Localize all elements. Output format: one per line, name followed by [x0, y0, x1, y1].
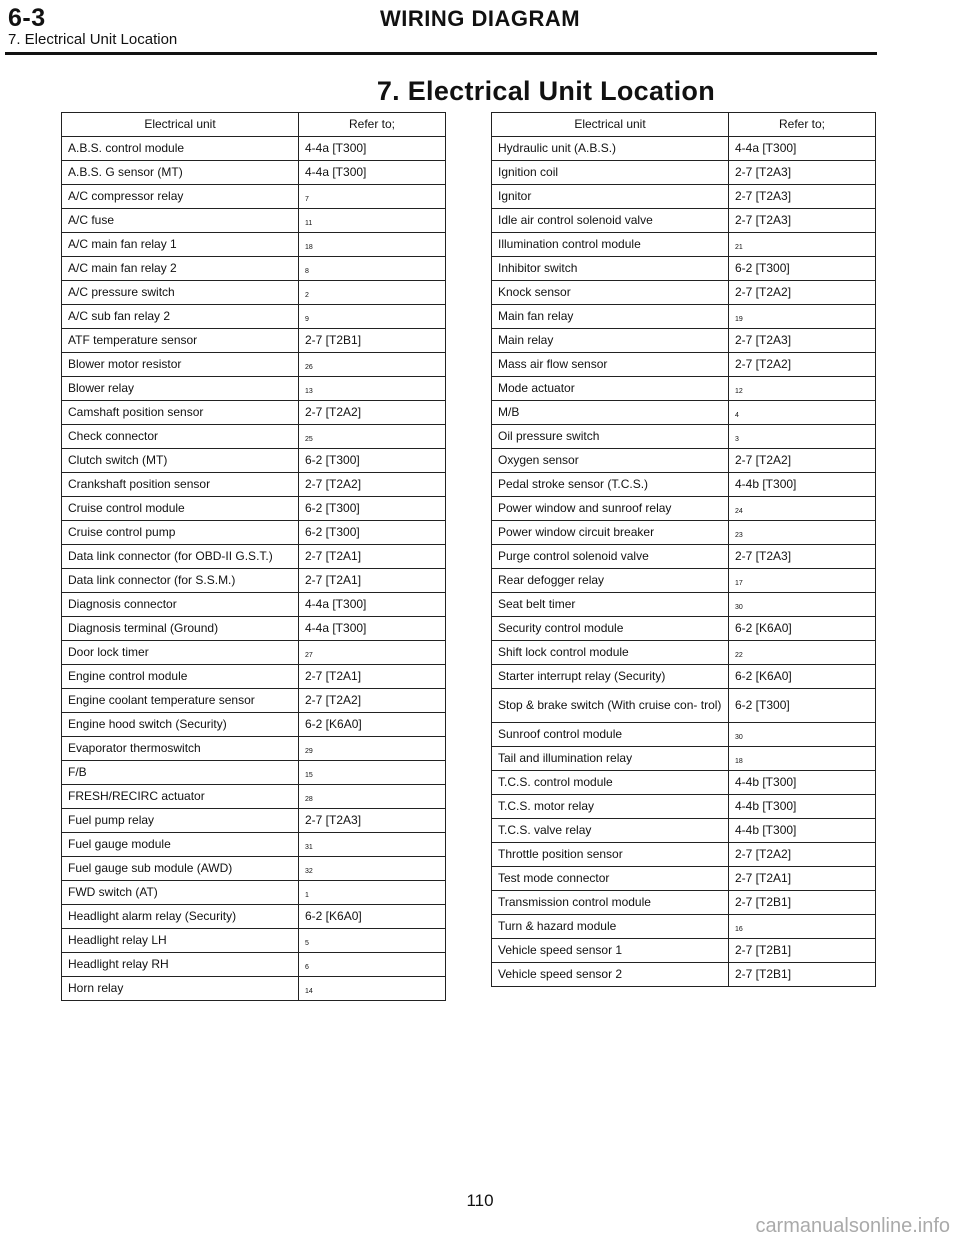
table-row [492, 747, 876, 771]
unit-name-cell: T.C.S. valve relay [492, 819, 729, 843]
table-row [492, 545, 876, 569]
refer-to-cell: 4-4a [T300] [299, 593, 446, 617]
refer-to-cell [299, 305, 446, 329]
refer-to-cell [299, 233, 446, 257]
table-row [62, 857, 446, 881]
column-header-unit: Electrical unit [492, 113, 729, 137]
unit-name-cell: A/C pressure switch [62, 281, 299, 305]
location-reference-number: 28 [305, 796, 313, 803]
location-reference-number: 4 [735, 412, 739, 419]
unit-name-cell: Stop & brake switch (With cruise con- trol) [492, 689, 729, 723]
location-reference-number: 11 [305, 220, 313, 227]
watermark: carmanualsonline.info [755, 1215, 950, 1237]
table-row [62, 137, 446, 161]
refer-to-cell [299, 929, 446, 953]
unit-name-cell: Shift lock control module [492, 641, 729, 665]
refer-to-cell: 6-2 [K6A0] [729, 665, 876, 689]
table-row [492, 257, 876, 281]
refer-to-cell: 6-2 [K6A0] [299, 905, 446, 929]
refer-to-cell: 6-2 [T300] [729, 689, 876, 723]
unit-name-cell: Evaporator thermoswitch [62, 737, 299, 761]
refer-to-cell: 4-4a [T300] [729, 137, 876, 161]
unit-name-cell: Fuel gauge module [62, 833, 299, 857]
refer-to-cell: 2-7 [T2A1] [729, 867, 876, 891]
refer-to-cell [729, 723, 876, 747]
unit-name-cell: Mode actuator [492, 377, 729, 401]
table-row [62, 521, 446, 545]
table-row [62, 689, 446, 713]
table-row [492, 891, 876, 915]
refer-to-cell: 4-4a [T300] [299, 137, 446, 161]
table-row [62, 809, 446, 833]
location-reference-number: 3 [735, 436, 739, 443]
refer-to-cell: 2-7 [T2A1] [299, 569, 446, 593]
unit-name-cell: Ignition coil [492, 161, 729, 185]
unit-name-cell: Fuel pump relay [62, 809, 299, 833]
refer-to-cell [299, 977, 446, 1001]
refer-to-cell [729, 425, 876, 449]
refer-to-cell: 2-7 [T2A3] [299, 809, 446, 833]
unit-name-cell: Check connector [62, 425, 299, 449]
unit-name-cell: Headlight alarm relay (Security) [62, 905, 299, 929]
refer-to-cell: 4-4a [T300] [299, 617, 446, 641]
refer-to-cell: 2-7 [T2A2] [729, 353, 876, 377]
unit-name-cell: Sunroof control module [492, 723, 729, 747]
table-row [492, 593, 876, 617]
location-reference-number: 13 [305, 388, 313, 395]
location-reference-number: 7 [305, 196, 309, 203]
unit-name-cell: Diagnosis connector [62, 593, 299, 617]
table-row [492, 497, 876, 521]
refer-to-cell [729, 641, 876, 665]
table-row [492, 161, 876, 185]
unit-name-cell: Test mode connector [492, 867, 729, 891]
refer-to-cell [729, 569, 876, 593]
table-row [492, 209, 876, 233]
refer-to-cell [299, 377, 446, 401]
location-reference-number: 22 [735, 652, 743, 659]
location-reference-number: 6 [305, 964, 309, 971]
unit-name-cell: Door lock timer [62, 641, 299, 665]
table-row [62, 473, 446, 497]
table-row [492, 401, 876, 425]
refer-to-cell: 4-4b [T300] [729, 819, 876, 843]
table-row [62, 713, 446, 737]
page-title: 7. Electrical Unit Location [376, 76, 715, 106]
table-row [62, 905, 446, 929]
refer-to-cell: 6-2 [T300] [729, 257, 876, 281]
table-row [492, 843, 876, 867]
unit-name-cell: Pedal stroke sensor (T.C.S.) [492, 473, 729, 497]
chapter-title: WIRING DIAGRAM [380, 6, 581, 31]
table-row [62, 425, 446, 449]
refer-to-cell: 2-7 [T2A2] [299, 473, 446, 497]
section-subtitle: 7. Electrical Unit Location [8, 31, 178, 48]
unit-name-cell: Headlight relay RH [62, 953, 299, 977]
refer-to-cell [299, 833, 446, 857]
table-row [492, 521, 876, 545]
unit-name-cell: Tail and illumination relay [492, 747, 729, 771]
unit-name-cell: Data link connector (for S.S.M.) [62, 569, 299, 593]
unit-name-cell: Vehicle speed sensor 2 [492, 963, 729, 987]
table-row [492, 665, 876, 689]
location-reference-number: 12 [735, 388, 743, 395]
table-row [492, 569, 876, 593]
table-row [62, 617, 446, 641]
location-reference-number: 21 [735, 244, 743, 251]
refer-to-cell [729, 233, 876, 257]
refer-to-cell: 2-7 [T2A1] [299, 665, 446, 689]
location-reference-number: 27 [305, 652, 313, 659]
table-row [492, 473, 876, 497]
table-row [492, 819, 876, 843]
unit-name-cell: Hydraulic unit (A.B.S.) [492, 137, 729, 161]
unit-name-cell: Mass air flow sensor [492, 353, 729, 377]
refer-to-cell [299, 857, 446, 881]
unit-name-cell: A/C sub fan relay 2 [62, 305, 299, 329]
unit-name-cell: Power window circuit breaker [492, 521, 729, 545]
table-row [62, 281, 446, 305]
page-number: 110 [466, 1191, 494, 1210]
table-row [492, 449, 876, 473]
table-row [62, 185, 446, 209]
refer-to-cell: 2-7 [T2A3] [729, 185, 876, 209]
table-header-row [492, 113, 876, 137]
refer-to-cell [299, 737, 446, 761]
unit-name-cell: ATF temperature sensor [62, 329, 299, 353]
refer-to-cell: 2-7 [T2A2] [299, 401, 446, 425]
refer-to-cell [299, 353, 446, 377]
table-row [62, 761, 446, 785]
column-header-unit: Electrical unit [62, 113, 299, 137]
unit-name-cell: Power window and sunroof relay [492, 497, 729, 521]
table-row [492, 617, 876, 641]
unit-name-cell: Main relay [492, 329, 729, 353]
refer-to-cell: 2-7 [T2A2] [729, 281, 876, 305]
table-row [62, 785, 446, 809]
unit-name-cell: T.C.S. control module [492, 771, 729, 795]
location-reference-number: 16 [735, 926, 743, 933]
location-reference-number: 32 [305, 868, 313, 875]
table-row [62, 209, 446, 233]
table-row [62, 977, 446, 1001]
column-header-ref: Refer to; [729, 113, 876, 137]
location-reference-number: 24 [735, 508, 743, 515]
refer-to-cell: 2-7 [T2A3] [729, 329, 876, 353]
refer-to-cell: 2-7 [T2A2] [729, 843, 876, 867]
unit-name-cell: Illumination control module [492, 233, 729, 257]
location-reference-number: 18 [305, 244, 313, 251]
refer-to-cell: 4-4b [T300] [729, 795, 876, 819]
refer-to-cell: 6-2 [T300] [299, 497, 446, 521]
location-reference-number: 14 [305, 988, 313, 995]
refer-to-cell: 4-4b [T300] [729, 473, 876, 497]
location-reference-number: 30 [735, 604, 743, 611]
unit-name-cell: Starter interrupt relay (Security) [492, 665, 729, 689]
unit-table-left-body [62, 137, 446, 1001]
refer-to-cell [299, 953, 446, 977]
unit-name-cell: T.C.S. motor relay [492, 795, 729, 819]
location-reference-number: 30 [735, 734, 743, 741]
table-row [62, 329, 446, 353]
refer-to-cell [299, 209, 446, 233]
location-reference-number: 25 [305, 436, 313, 443]
location-reference-number: 9 [305, 316, 309, 323]
refer-to-cell [729, 377, 876, 401]
location-reference-number: 2 [305, 292, 309, 299]
unit-name-cell: A/C fuse [62, 209, 299, 233]
unit-name-cell: Engine hood switch (Security) [62, 713, 299, 737]
header-rule [5, 52, 877, 55]
unit-name-cell: Vehicle speed sensor 1 [492, 939, 729, 963]
location-reference-number: 18 [735, 758, 743, 765]
unit-name-cell: A/C main fan relay 1 [62, 233, 299, 257]
table-row [62, 929, 446, 953]
refer-to-cell [299, 185, 446, 209]
table-row [492, 723, 876, 747]
unit-name-cell: A/C main fan relay 2 [62, 257, 299, 281]
table-row [492, 353, 876, 377]
refer-to-cell [299, 425, 446, 449]
location-reference-number: 15 [305, 772, 313, 779]
refer-to-cell [299, 761, 446, 785]
table-row [492, 377, 876, 401]
table-row [62, 233, 446, 257]
refer-to-cell [299, 641, 446, 665]
unit-table-right-body [492, 137, 876, 987]
unit-name-cell: Blower motor resistor [62, 353, 299, 377]
table-row [492, 425, 876, 449]
refer-to-cell: 2-7 [T2B1] [729, 939, 876, 963]
refer-to-cell [729, 305, 876, 329]
table-row [492, 329, 876, 353]
table-row [492, 641, 876, 665]
section-number: 6-3 [8, 4, 46, 32]
table-row [62, 833, 446, 857]
table-row [492, 867, 876, 891]
table-row [492, 185, 876, 209]
unit-name-cell: Camshaft position sensor [62, 401, 299, 425]
refer-to-cell [299, 881, 446, 905]
refer-to-cell [299, 257, 446, 281]
table-row [492, 939, 876, 963]
table-row [492, 281, 876, 305]
table-row [62, 161, 446, 185]
location-reference-number: 5 [305, 940, 309, 947]
unit-name-cell: A/C compressor relay [62, 185, 299, 209]
table-row [62, 449, 446, 473]
column-header-ref: Refer to; [299, 113, 446, 137]
unit-name-cell: Turn & hazard module [492, 915, 729, 939]
table-row [62, 545, 446, 569]
unit-name-cell: Oil pressure switch [492, 425, 729, 449]
table-row [62, 665, 446, 689]
table-row [62, 377, 446, 401]
refer-to-cell: 2-7 [T2B1] [729, 891, 876, 915]
refer-to-cell: 2-7 [T2A3] [729, 545, 876, 569]
refer-to-cell [729, 401, 876, 425]
refer-to-cell: 2-7 [T2B1] [299, 329, 446, 353]
refer-to-cell: 2-7 [T2B1] [729, 963, 876, 987]
refer-to-cell: 2-7 [T2A2] [299, 689, 446, 713]
refer-to-cell [729, 915, 876, 939]
table-row [62, 641, 446, 665]
refer-to-cell [729, 521, 876, 545]
location-reference-number: 26 [305, 364, 313, 371]
unit-name-cell: Throttle position sensor [492, 843, 729, 867]
refer-to-cell: 2-7 [T2A3] [729, 209, 876, 233]
unit-name-cell: FRESH/RECIRC actuator [62, 785, 299, 809]
unit-name-cell: Knock sensor [492, 281, 729, 305]
refer-to-cell [299, 281, 446, 305]
unit-table-left [61, 112, 446, 1001]
table-row [62, 257, 446, 281]
unit-name-cell: Engine coolant temperature sensor [62, 689, 299, 713]
location-reference-number: 23 [735, 532, 743, 539]
unit-table-right [491, 112, 876, 987]
unit-name-cell: Ignitor [492, 185, 729, 209]
unit-name-cell: Transmission control module [492, 891, 729, 915]
table-row [492, 771, 876, 795]
table-row [492, 137, 876, 161]
table-row [492, 915, 876, 939]
unit-name-cell: Purge control solenoid valve [492, 545, 729, 569]
unit-name-cell: Main fan relay [492, 305, 729, 329]
location-reference-number: 29 [305, 748, 313, 755]
table-row [492, 963, 876, 987]
location-reference-number: 8 [305, 268, 309, 275]
unit-name-cell: Fuel gauge sub module (AWD) [62, 857, 299, 881]
table-row [62, 569, 446, 593]
refer-to-cell: 2-7 [T2A1] [299, 545, 446, 569]
table-row [62, 497, 446, 521]
unit-name-cell: Rear defogger relay [492, 569, 729, 593]
unit-name-cell: Diagnosis terminal (Ground) [62, 617, 299, 641]
unit-name-cell: Oxygen sensor [492, 449, 729, 473]
refer-to-cell: 6-2 [T300] [299, 449, 446, 473]
unit-name-cell: Horn relay [62, 977, 299, 1001]
refer-to-cell: 4-4a [T300] [299, 161, 446, 185]
unit-name-cell: Seat belt timer [492, 593, 729, 617]
table-row [62, 737, 446, 761]
location-reference-number: 1 [305, 892, 309, 899]
refer-to-cell: 2-7 [T2A2] [729, 449, 876, 473]
refer-to-cell: 6-2 [T300] [299, 521, 446, 545]
table-row [62, 401, 446, 425]
unit-name-cell: A.B.S. control module [62, 137, 299, 161]
unit-name-cell: Data link connector (for OBD-II G.S.T.) [62, 545, 299, 569]
refer-to-cell: 4-4b [T300] [729, 771, 876, 795]
refer-to-cell [729, 747, 876, 771]
refer-to-cell [729, 497, 876, 521]
unit-name-cell: M/B [492, 401, 729, 425]
refer-to-cell: 2-7 [T2A3] [729, 161, 876, 185]
unit-name-cell: Blower relay [62, 377, 299, 401]
unit-name-cell: Headlight relay LH [62, 929, 299, 953]
location-reference-number: 19 [735, 316, 743, 323]
location-reference-number: 17 [735, 580, 743, 587]
unit-name-cell: FWD switch (AT) [62, 881, 299, 905]
unit-name-cell: Engine control module [62, 665, 299, 689]
table-row [492, 305, 876, 329]
table-row [62, 353, 446, 377]
table-row [492, 795, 876, 819]
refer-to-cell [299, 785, 446, 809]
unit-name-cell: Idle air control solenoid valve [492, 209, 729, 233]
table-row [62, 953, 446, 977]
unit-name-cell: Inhibitor switch [492, 257, 729, 281]
table-row [62, 305, 446, 329]
table-row [492, 689, 876, 723]
table-row [62, 593, 446, 617]
location-reference-number: 31 [305, 844, 313, 851]
unit-name-cell: Security control module [492, 617, 729, 641]
table-header-row [62, 113, 446, 137]
unit-name-cell: Cruise control pump [62, 521, 299, 545]
table-row [62, 881, 446, 905]
unit-name-cell: Clutch switch (MT) [62, 449, 299, 473]
unit-name-cell: Crankshaft position sensor [62, 473, 299, 497]
unit-name-cell: Cruise control module [62, 497, 299, 521]
unit-name-cell: A.B.S. G sensor (MT) [62, 161, 299, 185]
refer-to-cell: 6-2 [K6A0] [299, 713, 446, 737]
unit-name-cell: F/B [62, 761, 299, 785]
table-row [492, 233, 876, 257]
refer-to-cell: 6-2 [K6A0] [729, 617, 876, 641]
refer-to-cell [729, 593, 876, 617]
